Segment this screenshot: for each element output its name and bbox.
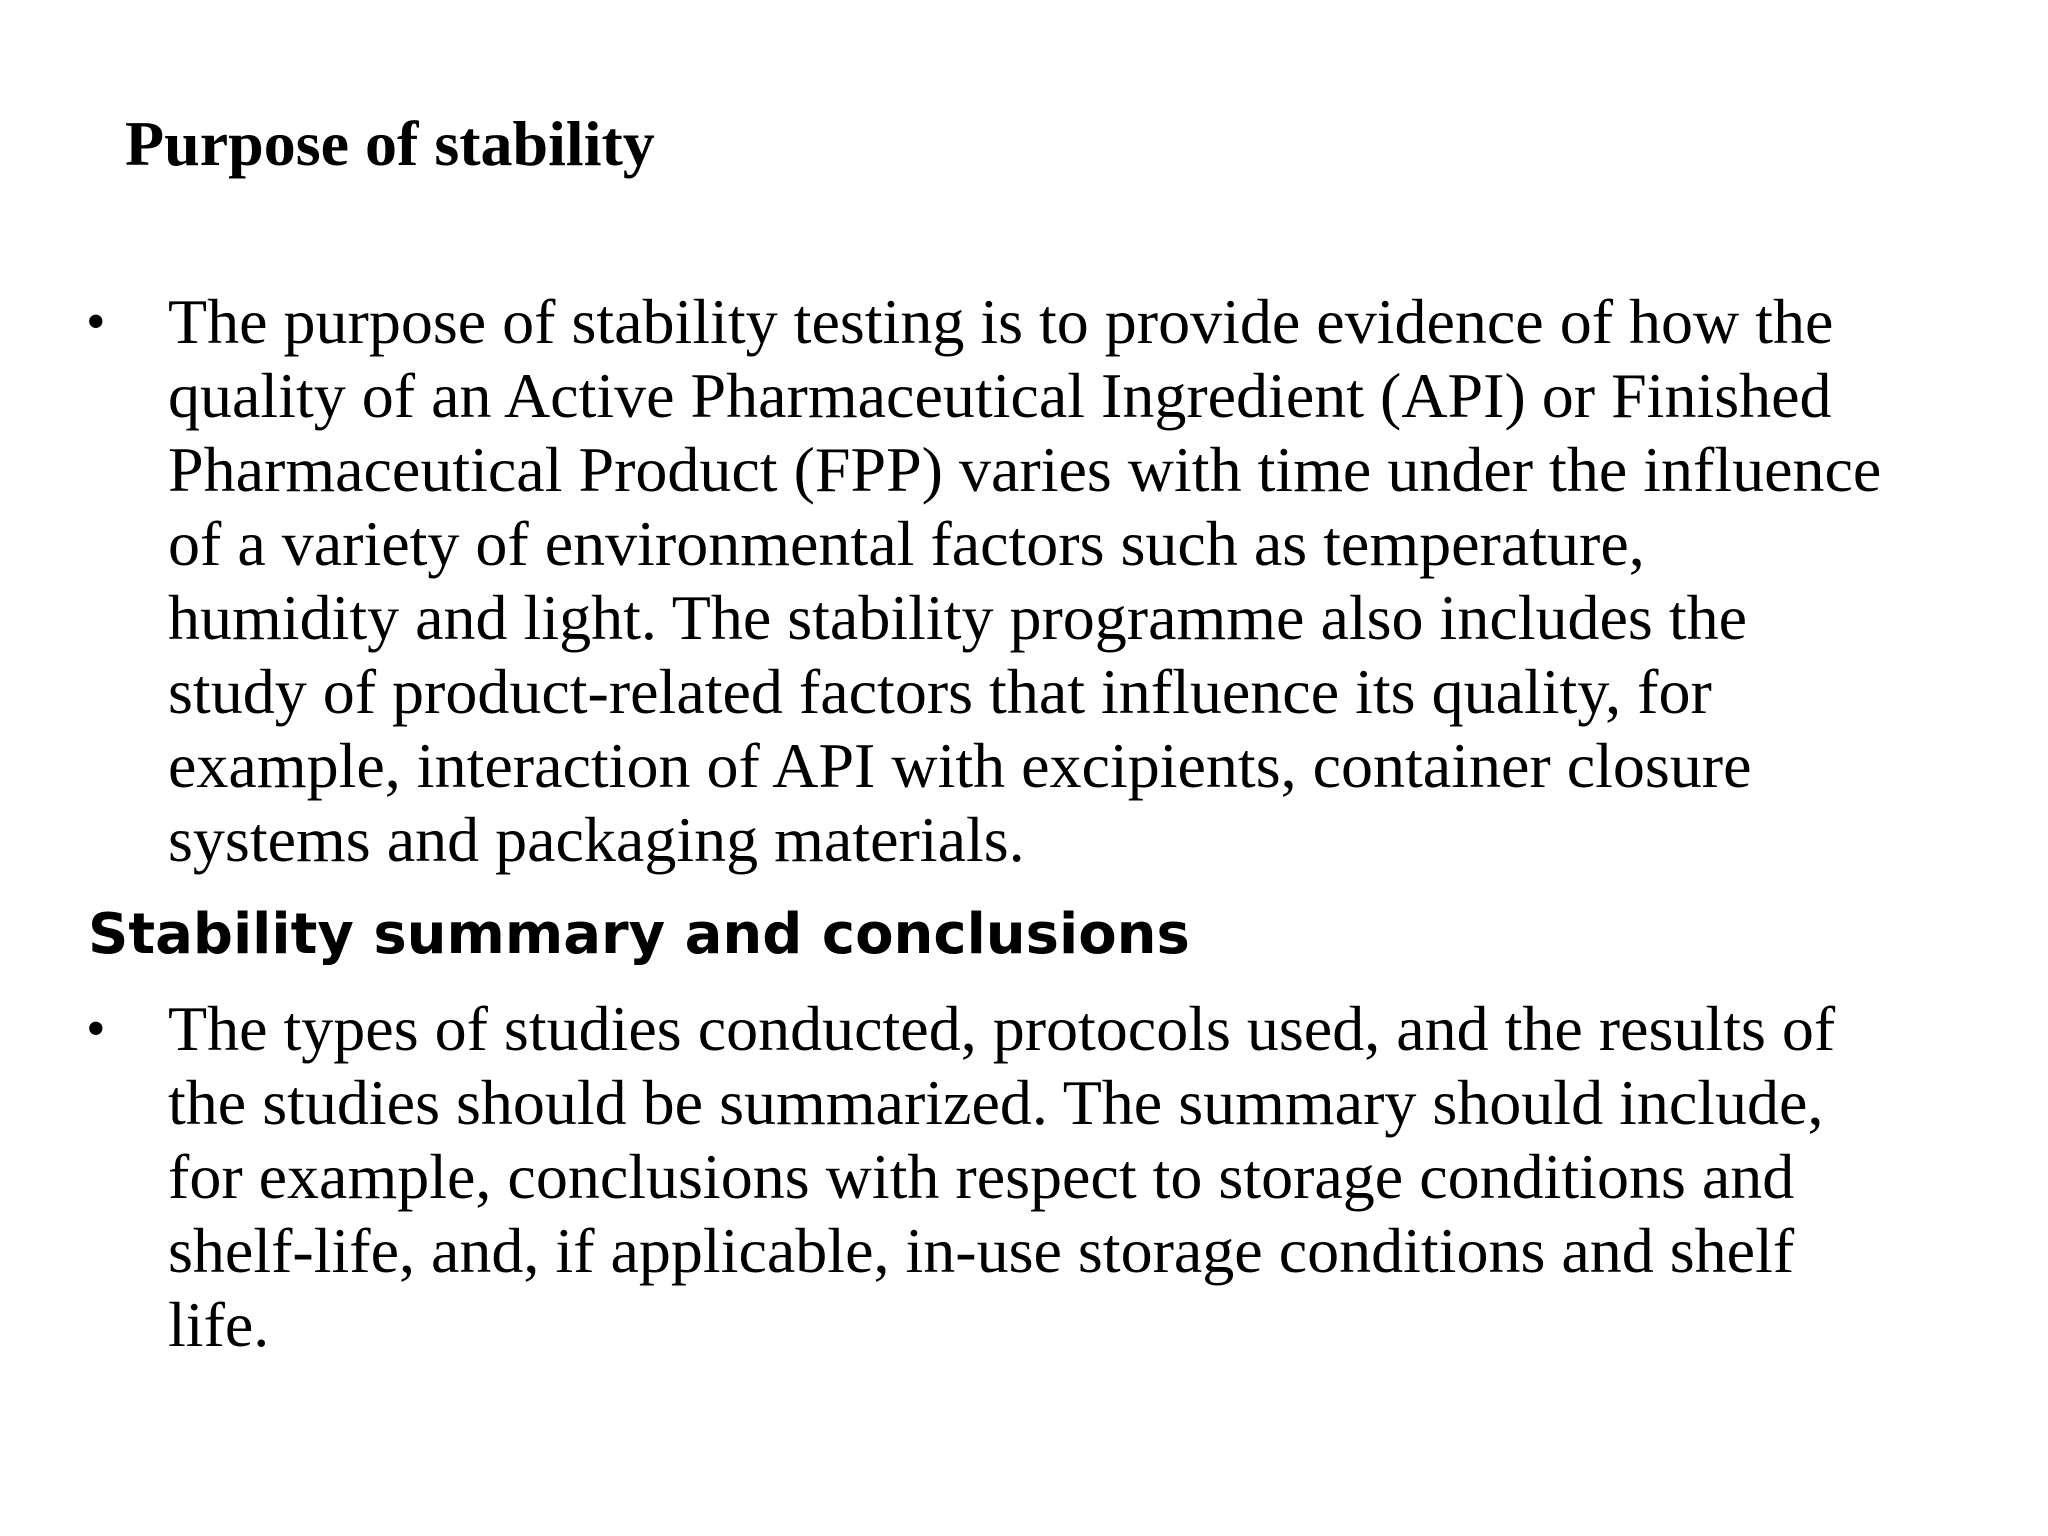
section-title-summary: Stability summary and conclusions bbox=[88, 902, 1190, 967]
text-line: humidity and light. The stability programme also includes the bbox=[168, 582, 1747, 653]
text-line: The purpose of stability testing is to provide evidence of how the bbox=[168, 286, 1834, 357]
bullet-text bbox=[168, 992, 1835, 1362]
text-line: life. bbox=[168, 1289, 270, 1360]
bullet-icon: • bbox=[86, 291, 106, 353]
text-line: shelf-life, and, if applicable, in-use storage conditions and shelf bbox=[168, 1215, 1795, 1286]
text-line: systems and packaging materials. bbox=[168, 804, 1025, 875]
text-line: study of product-related factors that influence its quality, for bbox=[168, 656, 1712, 727]
text-line: of a variety of environmental factors such as temperature, bbox=[168, 508, 1645, 579]
bullet-text bbox=[168, 285, 1881, 877]
text-line: the studies should be summarized. The summary should include, bbox=[168, 1067, 1824, 1138]
text-line: Pharmaceutical Product (FPP) varies with time under the influence bbox=[168, 434, 1882, 505]
text-line: for example, conclusions with respect to storage conditions and bbox=[168, 1141, 1795, 1212]
section-title-purpose: Purpose of stability bbox=[125, 108, 655, 179]
text-line: example, interaction of API with excipients, container closure bbox=[168, 730, 1752, 801]
bullet-icon: • bbox=[86, 998, 106, 1060]
text-line: The types of studies conducted, protocols used, and the results of bbox=[168, 993, 1836, 1064]
text-line: quality of an Active Pharmaceutical Ingredient (API) or Finished bbox=[168, 360, 1832, 431]
